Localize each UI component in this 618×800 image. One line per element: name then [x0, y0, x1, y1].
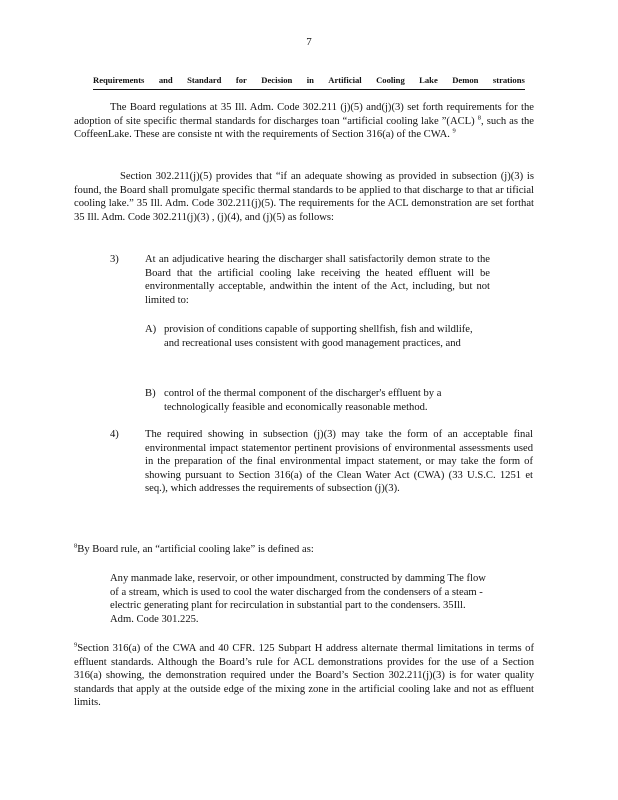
- footnote-8: [74, 543, 534, 557]
- paragraph-text: , such as the CoffeenLake. These are consiste nt with the requirements of Section 316(a) of the CWA.: [74, 115, 535, 141]
- sub-item-text: provision of conditions capable of supporting shellfish, fish and wildlife, and recreational uses consistent with good management practices, and: [164, 324, 473, 349]
- footnote-ref-8: 8: [477, 114, 481, 122]
- heading-word: Decision: [261, 75, 293, 85]
- heading-word: and: [158, 75, 173, 85]
- list-number-3: 3): [110, 254, 119, 265]
- paragraph-board-regulations: [74, 101, 534, 142]
- heading-word: Cooling: [376, 75, 405, 85]
- sub-item-label: B): [145, 388, 156, 399]
- footnote-mark: 8: [74, 542, 78, 550]
- heading-word: strations: [492, 75, 525, 85]
- footnote-9: [74, 642, 534, 710]
- heading-word: Lake: [419, 75, 438, 85]
- footnote-mark: 9: [74, 641, 78, 649]
- heading-word: Artificial: [328, 75, 362, 85]
- heading-word: Requirements: [93, 75, 145, 85]
- footnote-text: By Board rule, an “artificial cooling lake” is defined as:: [77, 544, 314, 555]
- heading-word: Demon: [452, 75, 479, 85]
- sub-item-text: control of the thermal component of the discharger's effluent by a technologically feasible and economically reasonable method.: [164, 388, 442, 413]
- list-number-4: 4): [110, 429, 119, 440]
- list-item-4-text: The required showing in subsection (j)(3) may take the form of an acceptable final environmental impact statementor pertinent provisions of environmental assessments used in the preparation of the final environmental impact statement, or may take the form of showing pursuant to Section 316(a) of the Clean Water Act (CWA) (33 U.S.C. 1251 et seq.), which addresses the requirements of subsection (j)(3).: [145, 429, 533, 495]
- section-heading: [93, 74, 525, 90]
- paragraph-section-302-211: Section 302.211(j)(5) provides that “if an adequate showing as provided in subsection (j)(3) is found, the Board shall promulgate specific thermal standards to be applied to that discharge to that ar tificial cooling lake.” 35 Ill. Adm. Code 302.211(j)(5). The requirements for the ACL demonstration are set forthat 35 Ill. Adm. Code 302.211(j)(3) , (j)(4), and (j)(5) as follows:: [74, 171, 534, 223]
- heading-word: Standard: [187, 75, 222, 85]
- heading-word: for: [235, 75, 247, 85]
- footnote-8-quote: Any manmade lake, reservoir, or other impoundment, constructed by damming The flow of a stream, which is used to cool the water discharged from the condensers of a steam -electric generating plant for recirculation in substantial part to the condensers. 35Ill. Adm. Code 301.225.: [110, 573, 486, 625]
- heading-word: in: [306, 75, 314, 85]
- list-item-3-text: At an adjudicative hearing the discharger shall satisfactorily demon strate to the Board that the artificial cooling lake receiving the heated effluent will be environmentally acceptable, andwithin the intent of the Act, including, but not limited to:: [145, 254, 490, 306]
- paragraph-text: The Board regulations at 35 Ill. Adm. Code 302.211 (j)(5) and(j)(3) set forth requirements for the adoption of site specific thermal standards for discharges toan “artificial cooling lake ”(ACL): [74, 102, 534, 127]
- sub-item-label: A): [145, 324, 157, 335]
- footnote-text: Section 316(a) of the CWA and 40 CFR. 125 Subpart H address alternate thermal limitations in terms of effluent standards. Although the Board’s rule for ACL demonstrations provides for the use of a Section 316(a) showing, the demonstration required under the Board’s Section 302.211(j)(3) is for water quality standards that apply at the outside edge of the mixing zone in the artificial cooling lake and not as effluent limits.: [74, 643, 534, 709]
- page-number: 7: [306, 36, 312, 48]
- footnote-ref-9: 9: [452, 127, 456, 135]
